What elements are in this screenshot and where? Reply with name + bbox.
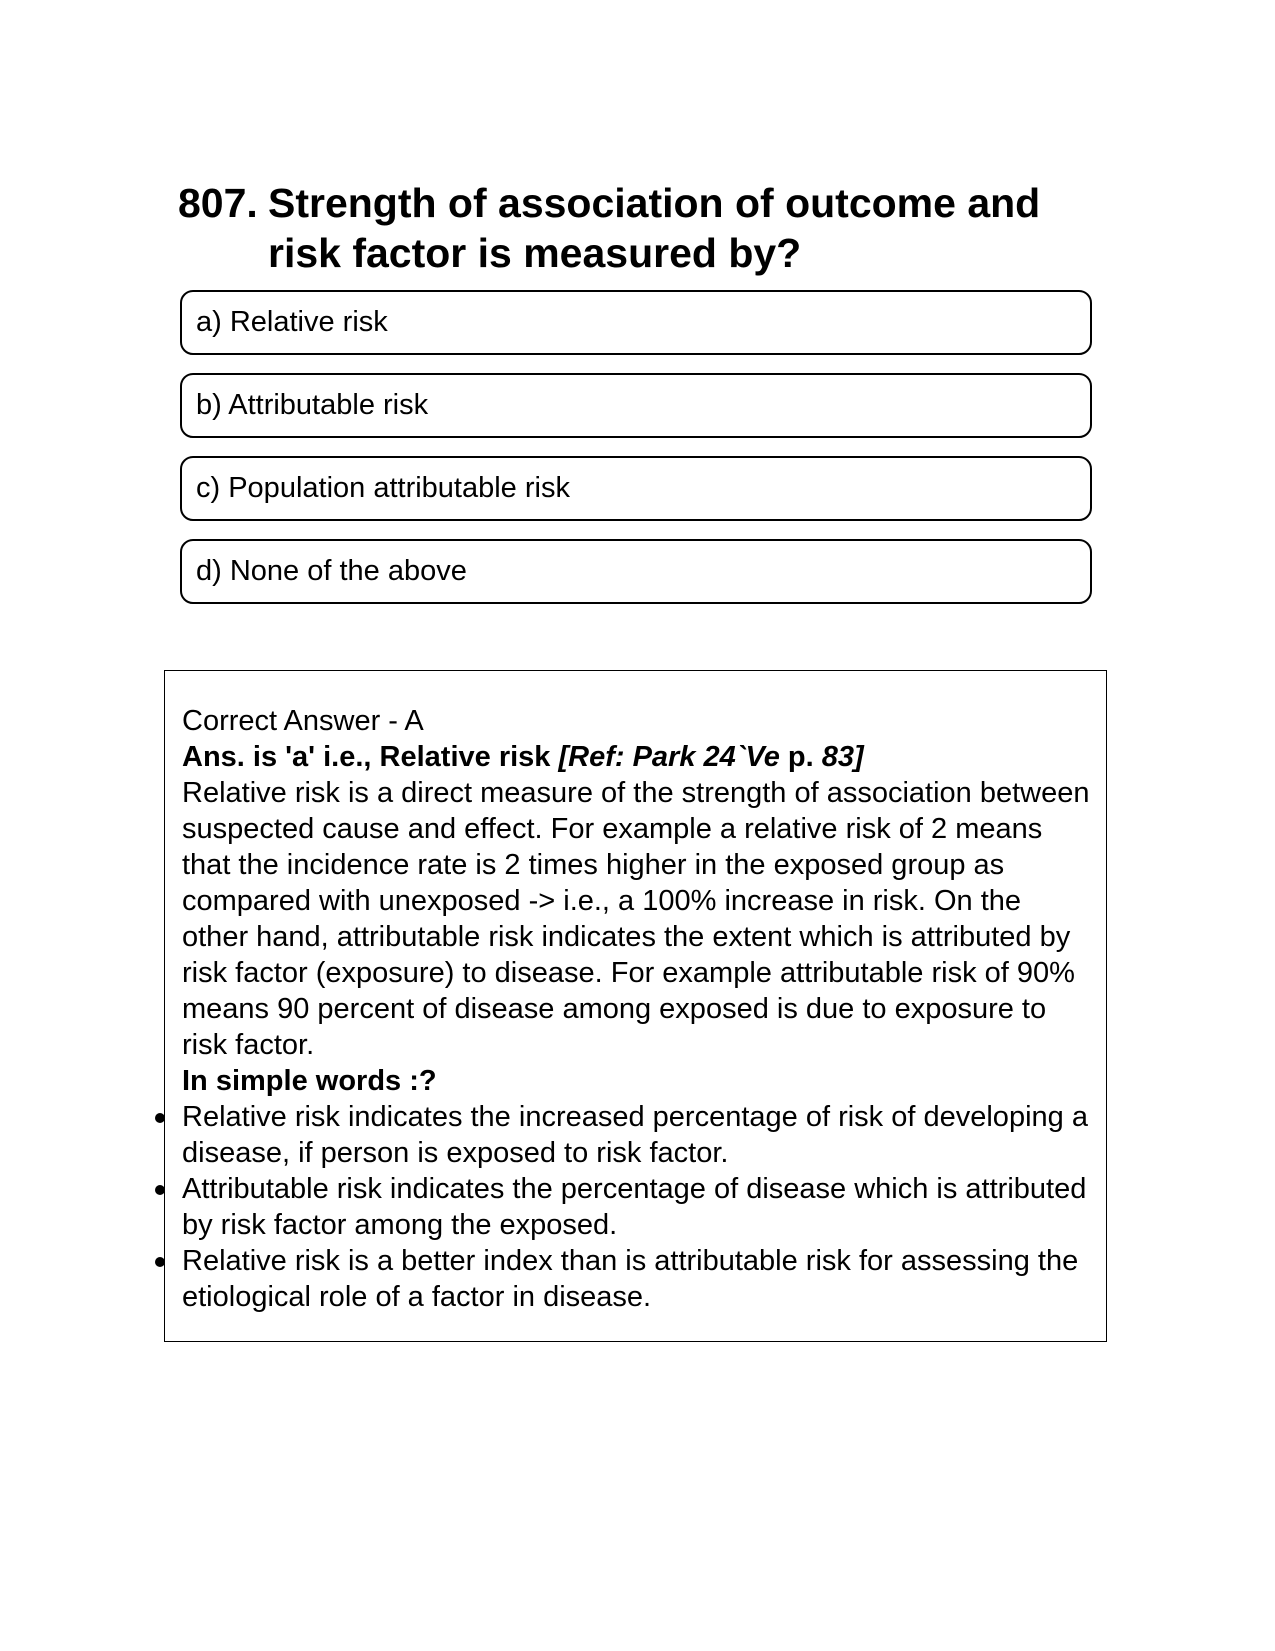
bullet-icon	[155, 1113, 165, 1123]
question-text: Strength of association of outcome and risk factor is measured by?	[268, 180, 1041, 276]
bullet-text: Relative risk indicates the increased percentage of risk of developing a disease, if person is exposed to risk factor.	[182, 1101, 1088, 1169]
option-a[interactable]: a) Relative risk	[180, 290, 1092, 355]
question-number: 807.	[178, 180, 258, 226]
answer-explanation-box	[164, 670, 1107, 1342]
bullet-text: Relative risk is a better index than is attributable risk for assessing the etiological role of a factor in disease.	[182, 1245, 1079, 1313]
simple-words-heading: In simple words :?	[182, 1065, 437, 1097]
bullet-icon	[155, 1257, 165, 1267]
bullet-text: Attributable risk indicates the percentage of disease which is attributed by risk factor among the exposed.	[182, 1173, 1087, 1241]
option-d[interactable]: d) None of the above	[180, 539, 1092, 604]
explanation-paragraph: Relative risk is a direct measure of the strength of association between suspected cause and effect. For example a relative risk of 2 means that the incidence rate is 2 times higher in the exposed group as compared with unexposed -> i.e., a 100% increase in risk. On the other hand, attributable risk indicates the extent which is attributed by risk factor (exposure) to disease. For example attributable risk of 90% means 90 percent of disease among exposed is due to exposure to risk factor.	[182, 777, 1090, 1061]
reference-citation: [Ref: Park 24`Ve	[558, 741, 780, 773]
list-item	[182, 1171, 1092, 1243]
option-b[interactable]: b) Attributable risk	[180, 373, 1092, 438]
reference-page-label: p.	[787, 741, 814, 773]
correct-answer-line: Correct Answer - A	[182, 705, 424, 737]
list-item	[182, 1243, 1092, 1315]
answer-intro: Ans. is 'a' i.e., Relative risk	[182, 741, 551, 773]
reference-page-number: 83]	[821, 741, 864, 773]
answer-statement	[182, 739, 1092, 775]
bullet-icon	[155, 1185, 165, 1195]
list-item	[182, 1099, 1092, 1171]
summary-bullet-list	[182, 1099, 1092, 1315]
option-c[interactable]: c) Population attributable risk	[180, 456, 1092, 521]
question-heading	[178, 178, 1078, 278]
